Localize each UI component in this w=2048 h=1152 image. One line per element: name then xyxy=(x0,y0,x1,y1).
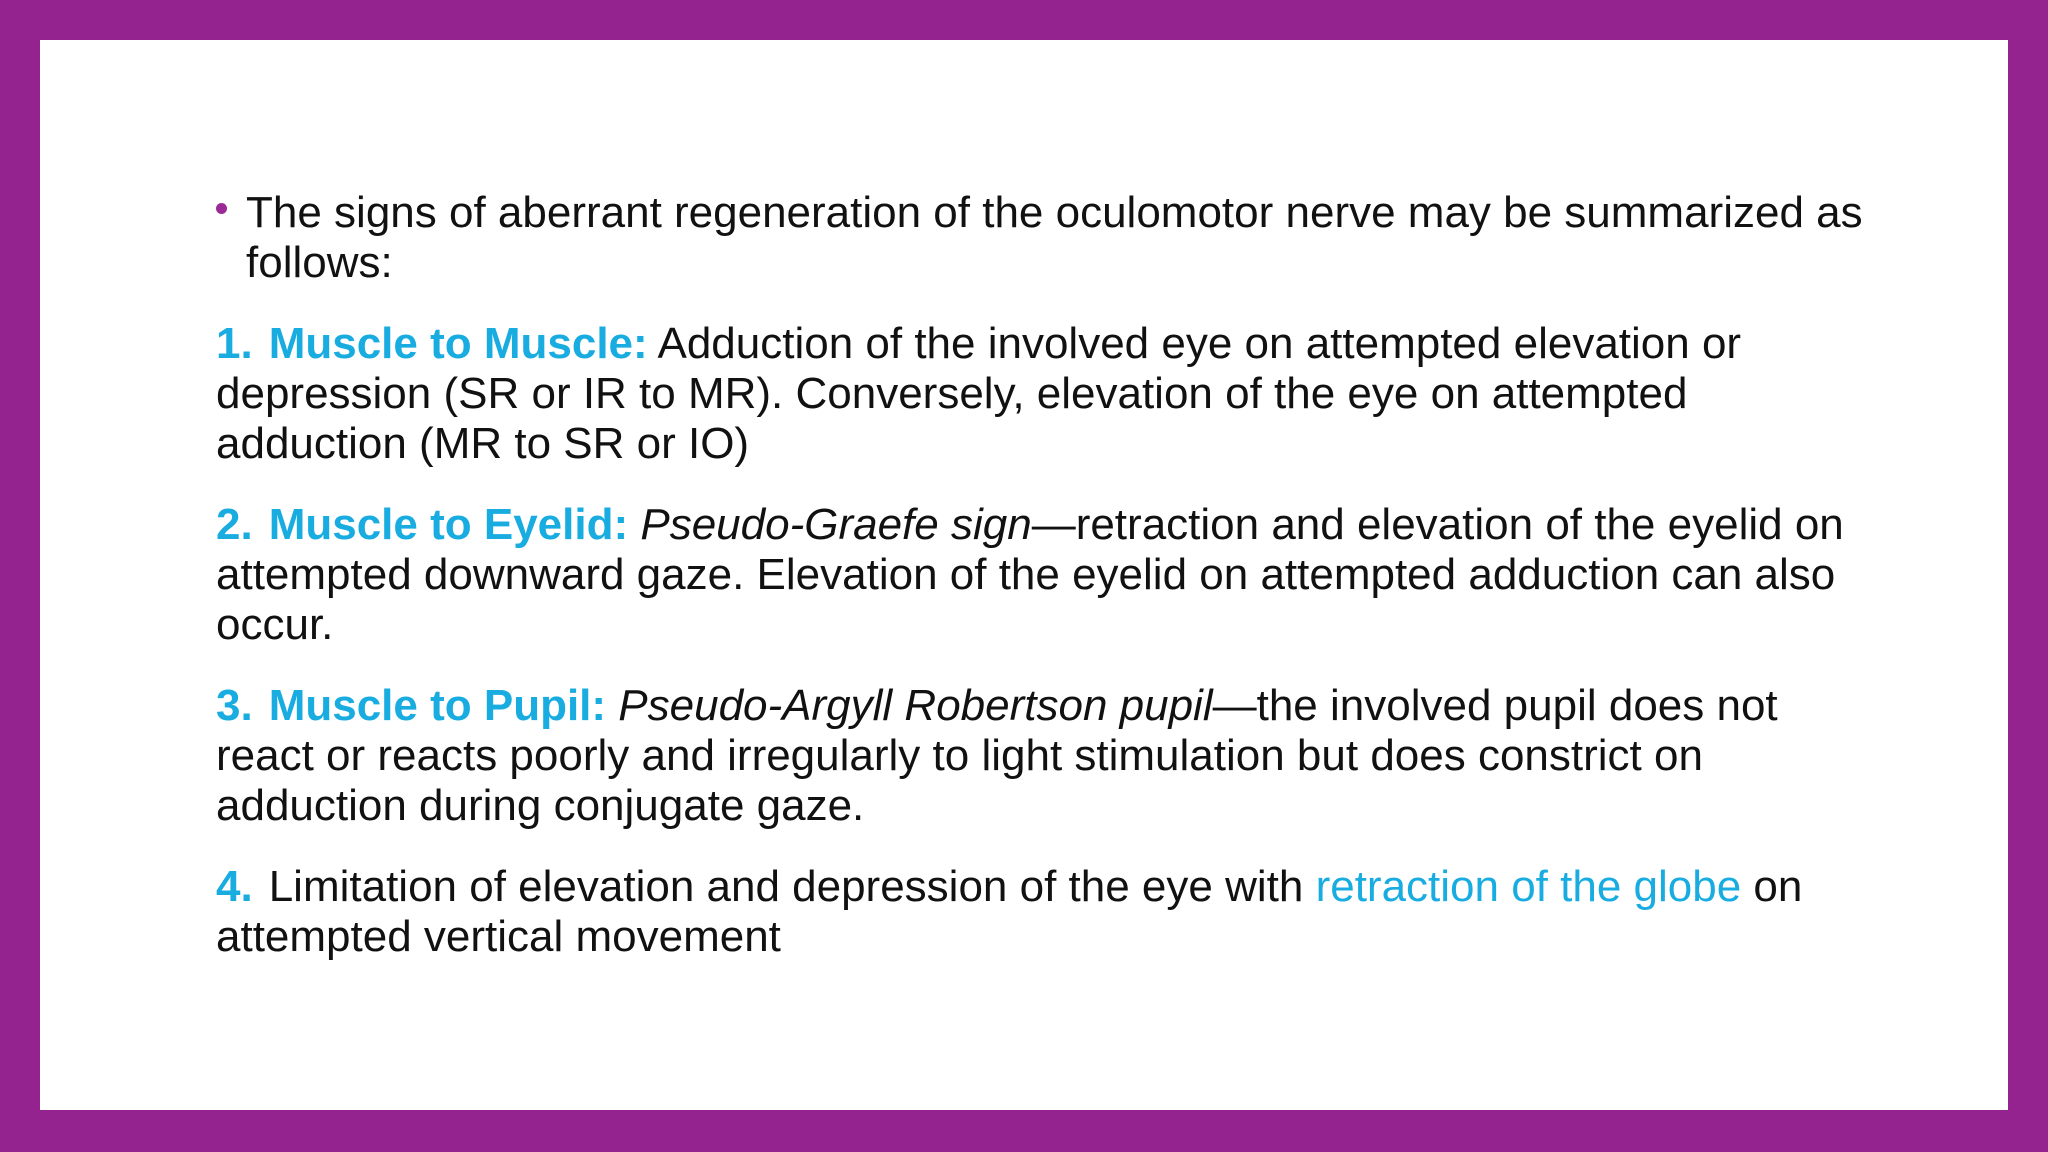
item-heading: Muscle to Pupil: xyxy=(268,681,607,730)
bullet-dot-icon xyxy=(216,203,227,214)
item-heading: Muscle to Eyelid: xyxy=(268,500,629,549)
list-item-muscle-to-pupil xyxy=(216,681,1876,831)
intro-text: The signs of aberrant regeneration of the oculomotor nerve may be summarized as follows: xyxy=(246,188,1863,287)
item-heading: Muscle to Muscle: xyxy=(268,319,648,368)
item-text-after: on attempted vertical movement xyxy=(216,862,1803,961)
highlighted-term: retraction of the globe xyxy=(1315,862,1742,911)
intro-bullet xyxy=(216,188,1876,288)
item-italic-term: Pseudo-Graefe sign xyxy=(628,500,1032,549)
item-number: 1. xyxy=(216,319,253,368)
item-text-before: Limitation of elevation and depression of the eye with xyxy=(268,862,1316,911)
list-item-muscle-to-muscle xyxy=(216,319,1876,469)
item-text: —the involved pupil does not react or reacts poorly and irregularly to light stimulation but does constrict on adduction during conjugate gaze. xyxy=(216,681,1778,830)
item-number: 4. xyxy=(216,862,253,911)
item-text: Adduction of the involved eye on attempted elevation or depression (SR or IR to MR). Conversely, elevation of the eye on attempted adduction (MR to SR or IO) xyxy=(216,319,1742,468)
slide-content xyxy=(216,188,1876,993)
list-item-limitation xyxy=(216,862,1876,962)
item-number: 3. xyxy=(216,681,253,730)
item-italic-term: Pseudo-Argyll Robertson pupil xyxy=(606,681,1213,730)
item-text: —retraction and elevation of the eyelid on attempted downward gaze. Elevation of the eyelid on attempted adduction can also occur. xyxy=(216,500,1844,649)
item-number: 2. xyxy=(216,500,253,549)
list-item-muscle-to-eyelid xyxy=(216,500,1876,650)
slide xyxy=(40,40,2008,1110)
